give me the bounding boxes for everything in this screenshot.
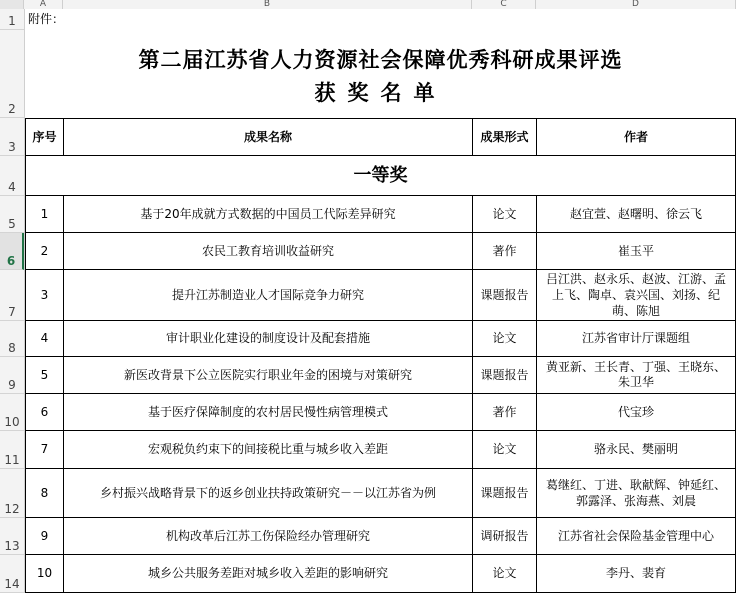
table-cell-author[interactable]: 李丹、裴育 bbox=[605, 566, 666, 580]
table-cell-form[interactable]: 课题报告 bbox=[480, 287, 529, 302]
table-cell-no[interactable]: 10 bbox=[36, 566, 53, 580]
table-cell-form[interactable]: 论文 bbox=[492, 442, 517, 456]
row-header-4[interactable]: 4 bbox=[0, 156, 24, 196]
table-cell-name[interactable]: 审计职业化建设的制度设计及配套措施 bbox=[165, 331, 370, 345]
table-cell-name[interactable]: 城乡公共服务差距对城乡收入差距的影响研究 bbox=[147, 566, 388, 580]
table-cell-name[interactable]: 机构改革后江苏工伤保险经办管理研究 bbox=[165, 528, 370, 543]
row-header-5[interactable]: 5 bbox=[0, 196, 24, 233]
table-cell-author[interactable]: 江苏省审计厅课题组 bbox=[581, 331, 690, 345]
header-name[interactable]: 成果名称 bbox=[243, 129, 292, 144]
attachment-label: 附件： bbox=[28, 12, 65, 26]
row-header-6[interactable]: 6 bbox=[0, 233, 24, 270]
table-cell-no[interactable]: 5 bbox=[40, 367, 49, 382]
row-header-7[interactable]: 7 bbox=[0, 270, 24, 321]
section-first-prize[interactable]: 一等奖 bbox=[353, 165, 408, 186]
row-header-8[interactable]: 8 bbox=[0, 321, 24, 357]
select-all-corner[interactable] bbox=[0, 0, 24, 9]
table-cell-author[interactable]: 骆永民、樊丽明 bbox=[593, 442, 678, 456]
row-header-11[interactable]: 11 bbox=[0, 431, 24, 469]
table-cell-no[interactable]: 2 bbox=[40, 243, 49, 258]
column-header-d[interactable]: D bbox=[536, 0, 736, 9]
table-cell-name[interactable]: 提升江苏制造业人才国际竞争力研究 bbox=[171, 287, 364, 302]
table-cell-name[interactable]: 宏观税负约束下的间接税比重与城乡收入差距 bbox=[147, 442, 388, 456]
row-header-14[interactable]: 14 bbox=[0, 555, 24, 593]
document-subtitle: 获奖名单 bbox=[314, 81, 447, 105]
table-cell-author[interactable]: 吕江洪、赵永乐、赵波、江游、孟上飞、陶卓、袁兴国、刘扬、纪 萌、陈旭 bbox=[545, 272, 733, 318]
row-header-1[interactable]: 1 bbox=[0, 9, 24, 30]
table-cell-form[interactable]: 著作 bbox=[492, 243, 517, 258]
row-header-2[interactable]: 2 bbox=[0, 30, 24, 118]
table-cell-no[interactable]: 3 bbox=[40, 287, 49, 302]
header-author[interactable]: 作者 bbox=[623, 129, 648, 144]
table-cell-author[interactable]: 江苏省社会保险基金管理中心 bbox=[557, 528, 714, 543]
table-cell-name[interactable]: 农民工教育培训收益研究 bbox=[201, 243, 334, 258]
column-header-a[interactable]: A bbox=[24, 0, 63, 9]
column-header-c[interactable]: C bbox=[472, 0, 536, 9]
table-cell-form[interactable]: 调研报告 bbox=[480, 528, 529, 543]
table-cell-name[interactable]: 基于20年成就方式数据的中国员工代际差异研究 bbox=[140, 206, 396, 221]
header-form[interactable]: 成果形式 bbox=[480, 129, 529, 144]
table-cell-no[interactable]: 8 bbox=[40, 485, 49, 500]
table-cell-author[interactable]: 崔玉平 bbox=[617, 243, 654, 258]
table-cell-author[interactable]: 葛继红、丁进、耿献辉、钟延红、郭露泽、张海燕、刘晨 bbox=[545, 478, 726, 508]
table-cell-name[interactable]: 基于医疗保障制度的农村居民慢性病管理模式 bbox=[147, 404, 388, 419]
table-cell-form[interactable]: 论文 bbox=[492, 331, 517, 345]
table-cell-form[interactable]: 著作 bbox=[492, 404, 517, 419]
table-cell-form[interactable]: 论文 bbox=[492, 566, 517, 580]
table-cell-no[interactable]: 6 bbox=[40, 404, 49, 419]
row-header-9[interactable]: 9 bbox=[0, 357, 24, 394]
row-header-10[interactable]: 10 bbox=[0, 394, 24, 431]
table-cell-form[interactable]: 论文 bbox=[492, 206, 517, 221]
table-cell-no[interactable]: 7 bbox=[40, 442, 49, 456]
table-cell-author[interactable]: 黄亚新、王长青、丁强、王晓东、朱卫华 bbox=[545, 360, 726, 389]
row-header-12[interactable]: 12 bbox=[0, 469, 24, 518]
table-cell-form[interactable]: 课题报告 bbox=[480, 485, 529, 500]
document-title: 第二届江苏省人力资源社会保障优秀科研成果评选 bbox=[138, 48, 623, 72]
table-cell-name[interactable]: 乡村振兴战略背景下的返乡创业扶持政策研究－－以江苏省为例 bbox=[99, 485, 436, 500]
table-cell-no[interactable]: 9 bbox=[40, 528, 49, 543]
table-cell-author[interactable]: 代宝珍 bbox=[617, 404, 654, 419]
table-cell-no[interactable]: 4 bbox=[40, 331, 49, 345]
table-cell-name[interactable]: 新医改背景下公立医院实行职业年金的困境与对策研究 bbox=[123, 367, 412, 382]
row-header-3[interactable]: 3 bbox=[0, 118, 24, 156]
row-header-13[interactable]: 13 bbox=[0, 518, 24, 555]
header-no[interactable]: 序号 bbox=[32, 129, 57, 144]
column-header-b[interactable]: B bbox=[63, 0, 472, 9]
table-cell-author[interactable]: 赵宜萱、赵曙明、徐云飞 bbox=[569, 206, 702, 221]
table-cell-form[interactable]: 课题报告 bbox=[480, 367, 529, 382]
table-cell-no[interactable]: 1 bbox=[40, 206, 49, 221]
